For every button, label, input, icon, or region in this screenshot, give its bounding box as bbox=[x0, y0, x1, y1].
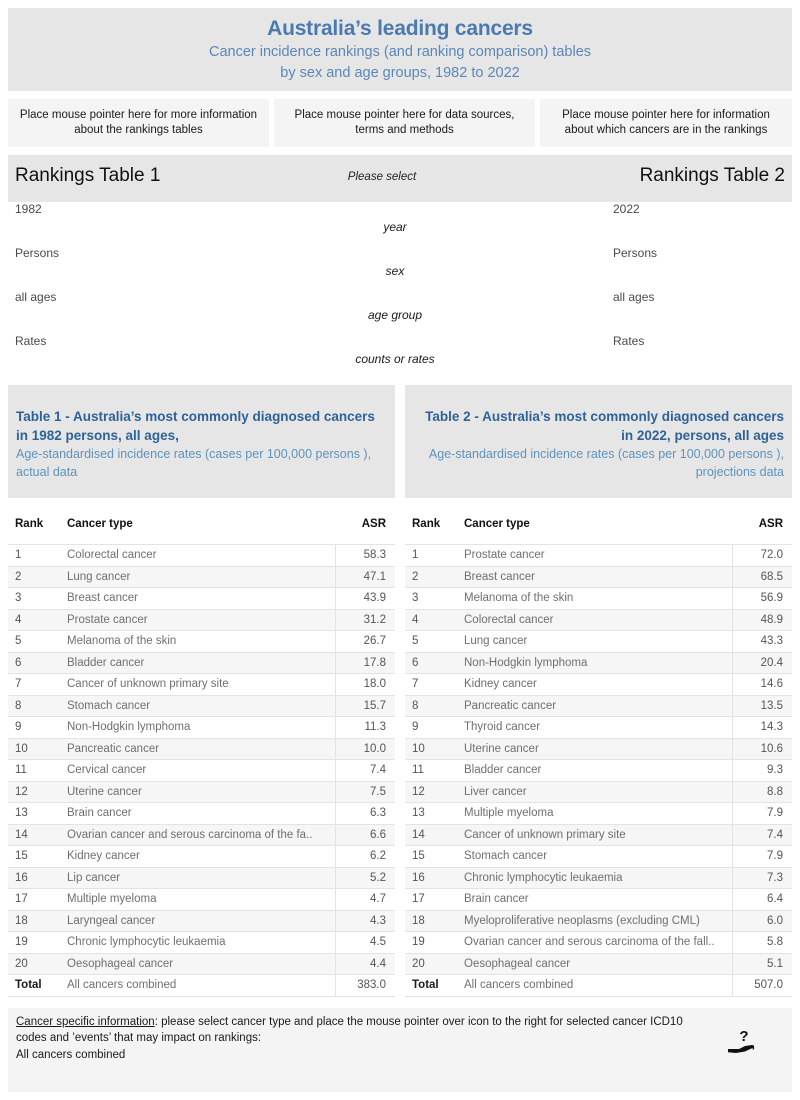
table1-header-row bbox=[8, 512, 395, 545]
row-asr: 15.7 bbox=[335, 695, 395, 717]
row-asr: 68.5 bbox=[732, 566, 792, 588]
table-row[interactable] bbox=[8, 953, 395, 975]
table2-body bbox=[405, 545, 792, 997]
row-rank: 12 bbox=[8, 781, 56, 803]
row-asr: 31.2 bbox=[335, 609, 395, 631]
row-cancer-type[interactable]: Chronic lymphocytic leukaemia bbox=[453, 867, 732, 889]
row-cancer-type[interactable]: Pancreatic cancer bbox=[453, 695, 732, 717]
row-asr: 6.3 bbox=[335, 803, 395, 825]
table-row[interactable] bbox=[8, 738, 395, 760]
row-cancer-type[interactable]: Thyroid cancer bbox=[453, 717, 732, 739]
row-rank: 16 bbox=[405, 867, 453, 889]
row-rank: 7 bbox=[405, 674, 453, 696]
row-rank: 3 bbox=[8, 588, 56, 610]
row-asr: 6.4 bbox=[732, 889, 792, 911]
selector-sex-value-table1[interactable]: Persons bbox=[15, 246, 60, 260]
row-cancer-type[interactable]: Melanoma of the skin bbox=[453, 588, 732, 610]
row-asr: 20.4 bbox=[732, 652, 792, 674]
row-asr: 5.2 bbox=[335, 867, 395, 889]
table2-col-rank[interactable]: Rank bbox=[405, 512, 453, 545]
rankings-table-1-label: Rankings Table 1 bbox=[15, 165, 161, 186]
row-asr: 18.0 bbox=[335, 674, 395, 696]
row-rank: 6 bbox=[8, 652, 56, 674]
table1 bbox=[8, 512, 395, 997]
selector-year-value-table2[interactable]: 2022 bbox=[613, 202, 640, 216]
row-rank: 20 bbox=[405, 953, 453, 975]
row-rank: 7 bbox=[8, 674, 56, 696]
table-row[interactable] bbox=[405, 717, 792, 739]
please-select-label: Please select bbox=[347, 171, 417, 183]
row-cancer-type[interactable]: Stomach cancer bbox=[453, 846, 732, 868]
row-rank: 17 bbox=[405, 889, 453, 911]
footer-panel bbox=[8, 1008, 792, 1092]
row-cancer-type[interactable]: Cancer of unknown primary site bbox=[453, 824, 732, 846]
row-cancer-type[interactable]: Cervical cancer bbox=[56, 760, 335, 782]
table1-body bbox=[8, 545, 395, 997]
row-asr: 14.6 bbox=[732, 674, 792, 696]
row-asr: 4.3 bbox=[335, 910, 395, 932]
table-row[interactable] bbox=[8, 674, 395, 696]
footer-instruction bbox=[16, 1014, 716, 1046]
table-row[interactable] bbox=[405, 781, 792, 803]
footer-instruction-rest: : please select cancer type and place the mouse pointer over icon to the right for selected cancer ICD10 codes and ’events’ that may impact on rankings: bbox=[16, 1016, 683, 1044]
footer-label-underlined: Cancer specific information bbox=[16, 1016, 155, 1028]
row-cancer-type[interactable]: Breast cancer bbox=[453, 566, 732, 588]
table-row[interactable] bbox=[8, 910, 395, 932]
row-asr: 8.8 bbox=[732, 781, 792, 803]
table-row[interactable] bbox=[8, 631, 395, 653]
row-asr: 14.3 bbox=[732, 717, 792, 739]
svg-text:?: ? bbox=[739, 1028, 749, 1045]
row-rank: 15 bbox=[405, 846, 453, 868]
row-cancer-type[interactable]: Oesophageal cancer bbox=[453, 953, 732, 975]
row-rank: 15 bbox=[8, 846, 56, 868]
table2-header-row bbox=[405, 512, 792, 545]
row-asr: 13.5 bbox=[732, 695, 792, 717]
row-cancer-type[interactable]: Laryngeal cancer bbox=[56, 910, 335, 932]
row-rank: 11 bbox=[405, 760, 453, 782]
rankings-title-bar bbox=[8, 155, 792, 202]
row-cancer-type[interactable]: Uterine cancer bbox=[56, 781, 335, 803]
row-rank: 4 bbox=[8, 609, 56, 631]
row-asr: 56.9 bbox=[732, 588, 792, 610]
table2 bbox=[405, 512, 792, 997]
row-cancer-type[interactable]: Multiple myeloma bbox=[56, 889, 335, 911]
row-rank: 9 bbox=[405, 717, 453, 739]
table-row[interactable] bbox=[405, 738, 792, 760]
table-row[interactable] bbox=[8, 760, 395, 782]
row-cancer-type[interactable]: Colorectal cancer bbox=[56, 545, 335, 567]
row-cancer-type[interactable]: Ovarian cancer and serous carcinoma of the fa.. bbox=[56, 824, 335, 846]
row-asr: 7.4 bbox=[335, 760, 395, 782]
table2-title: Table 2 - Australia’s most commonly diagnosed cancers in 2022, persons, all ages bbox=[425, 409, 784, 443]
table2-title-block bbox=[405, 385, 792, 498]
row-asr: 5.8 bbox=[732, 932, 792, 954]
selector-counts-or-rates-value-table1[interactable]: Rates bbox=[15, 334, 47, 348]
table-row[interactable] bbox=[405, 609, 792, 631]
row-asr: 10.6 bbox=[732, 738, 792, 760]
table2-subtitle: Age-standardised incidence rates (cases per 100,000 persons ), projections data bbox=[428, 447, 784, 479]
table1-col-cancer-type[interactable]: Cancer type bbox=[56, 512, 335, 545]
row-cancer-type[interactable]: Stomach cancer bbox=[56, 695, 335, 717]
selector-panel bbox=[8, 202, 792, 377]
selector-year-value-table1[interactable]: 1982 bbox=[15, 202, 42, 216]
row-rank: 19 bbox=[8, 932, 56, 954]
row-rank: 13 bbox=[405, 803, 453, 825]
row-asr: 507.0 bbox=[732, 975, 792, 997]
row-rank: 17 bbox=[8, 889, 56, 911]
table-row[interactable] bbox=[405, 566, 792, 588]
row-asr: 5.1 bbox=[732, 953, 792, 975]
row-asr: 7.5 bbox=[335, 781, 395, 803]
row-cancer-type[interactable]: Prostate cancer bbox=[56, 609, 335, 631]
selector-counts-or-rates-value-table2[interactable]: Rates bbox=[613, 334, 645, 348]
page-subtitle-line2: by sex and age groups, 1982 to 2022 bbox=[280, 64, 520, 81]
row-asr: 48.9 bbox=[732, 609, 792, 631]
row-cancer-type[interactable]: Brain cancer bbox=[56, 803, 335, 825]
row-cancer-type[interactable]: Kidney cancer bbox=[56, 846, 335, 868]
row-rank: 10 bbox=[8, 738, 56, 760]
table-row[interactable] bbox=[8, 889, 395, 911]
selector-row-counts-or-rates bbox=[8, 334, 792, 378]
table-row[interactable] bbox=[8, 975, 395, 997]
table-row[interactable] bbox=[8, 846, 395, 868]
row-rank: 10 bbox=[405, 738, 453, 760]
row-rank: 6 bbox=[405, 652, 453, 674]
row-cancer-type[interactable]: Bladder cancer bbox=[453, 760, 732, 782]
row-rank: 16 bbox=[8, 867, 56, 889]
table1-title: Table 1 - Australia’s most commonly diagnosed cancers in 1982 persons, all ages, bbox=[16, 409, 375, 443]
row-asr: 6.6 bbox=[335, 824, 395, 846]
row-asr: 4.5 bbox=[335, 932, 395, 954]
row-cancer-type[interactable]: Myeloproliferative neoplasms (excluding CML) bbox=[453, 910, 732, 932]
row-asr: 4.4 bbox=[335, 953, 395, 975]
row-asr: 9.3 bbox=[732, 760, 792, 782]
row-rank: 14 bbox=[405, 824, 453, 846]
row-asr: 26.7 bbox=[335, 631, 395, 653]
row-rank: 18 bbox=[8, 910, 56, 932]
row-rank: 3 bbox=[405, 588, 453, 610]
row-cancer-type[interactable]: Kidney cancer bbox=[453, 674, 732, 696]
row-cancer-type[interactable]: Lung cancer bbox=[56, 566, 335, 588]
table-row[interactable] bbox=[8, 781, 395, 803]
row-rank: 13 bbox=[8, 803, 56, 825]
row-cancer-type[interactable]: Multiple myeloma bbox=[453, 803, 732, 825]
table-row[interactable] bbox=[8, 588, 395, 610]
row-rank: 4 bbox=[405, 609, 453, 631]
table-row[interactable] bbox=[405, 910, 792, 932]
row-rank: 2 bbox=[8, 566, 56, 588]
info-button-data-sources[interactable]: Place mouse pointer here for data sources, terms and methods bbox=[274, 99, 535, 147]
table-row[interactable] bbox=[8, 717, 395, 739]
table-row[interactable] bbox=[8, 652, 395, 674]
row-rank: 19 bbox=[405, 932, 453, 954]
table-row[interactable] bbox=[8, 545, 395, 567]
selector-sex-field-label: sex bbox=[385, 264, 405, 278]
page-header bbox=[8, 8, 792, 91]
selector-row-sex bbox=[8, 246, 792, 290]
selector-row-year bbox=[8, 202, 792, 246]
info-button-which-cancers[interactable]: Place mouse pointer here for information about which cancers are in the rankings bbox=[540, 99, 792, 147]
page-title: Australia’s leading cancers bbox=[267, 16, 533, 40]
row-asr: 7.4 bbox=[732, 824, 792, 846]
row-cancer-type[interactable]: Oesophageal cancer bbox=[56, 953, 335, 975]
table-row[interactable] bbox=[8, 803, 395, 825]
table-row[interactable] bbox=[405, 824, 792, 846]
table1-title-block bbox=[8, 385, 395, 498]
row-cancer-type[interactable]: Melanoma of the skin bbox=[56, 631, 335, 653]
row-rank: 8 bbox=[405, 695, 453, 717]
row-asr: 47.1 bbox=[335, 566, 395, 588]
row-asr: 43.9 bbox=[335, 588, 395, 610]
row-asr: 10.0 bbox=[335, 738, 395, 760]
info-button-rankings-tables[interactable]: Place mouse pointer here for more information about the rankings tables bbox=[8, 99, 269, 147]
table-row[interactable] bbox=[405, 975, 792, 997]
row-cancer-type[interactable]: Lip cancer bbox=[56, 867, 335, 889]
table-row[interactable] bbox=[8, 824, 395, 846]
row-rank: 1 bbox=[8, 545, 56, 567]
row-asr: 7.9 bbox=[732, 846, 792, 868]
table-row[interactable] bbox=[405, 588, 792, 610]
hand-question-icon[interactable] bbox=[725, 1026, 759, 1060]
row-cancer-type[interactable]: Colorectal cancer bbox=[453, 609, 732, 631]
table-row[interactable] bbox=[405, 652, 792, 674]
row-asr: 4.7 bbox=[335, 889, 395, 911]
table-row[interactable] bbox=[405, 932, 792, 954]
row-cancer-type[interactable]: All cancers combined bbox=[56, 975, 335, 997]
row-cancer-type[interactable]: Non-Hodgkin lymphoma bbox=[453, 652, 732, 674]
table-row[interactable] bbox=[8, 695, 395, 717]
info-button-row bbox=[8, 99, 792, 147]
table2-col-asr[interactable]: ASR bbox=[732, 512, 792, 545]
row-rank: 20 bbox=[8, 953, 56, 975]
row-cancer-type[interactable]: Cancer of unknown primary site bbox=[56, 674, 335, 696]
table-row[interactable] bbox=[405, 695, 792, 717]
table-row[interactable] bbox=[405, 760, 792, 782]
row-cancer-type[interactable]: Ovarian cancer and serous carcinoma of the fall.. bbox=[453, 932, 732, 954]
table-row[interactable] bbox=[405, 545, 792, 567]
row-asr: 11.3 bbox=[335, 717, 395, 739]
row-cancer-type[interactable]: Lung cancer bbox=[453, 631, 732, 653]
selector-age-group-field-label: age group bbox=[367, 308, 423, 322]
table2-col-cancer-type[interactable]: Cancer type bbox=[453, 512, 732, 545]
row-cancer-type[interactable]: Breast cancer bbox=[56, 588, 335, 610]
row-cancer-type[interactable]: Liver cancer bbox=[453, 781, 732, 803]
row-rank: 9 bbox=[8, 717, 56, 739]
table1-col-rank[interactable]: Rank bbox=[8, 512, 56, 545]
table-row[interactable] bbox=[405, 953, 792, 975]
row-rank: 12 bbox=[405, 781, 453, 803]
row-rank: 2 bbox=[405, 566, 453, 588]
row-cancer-type[interactable]: Non-Hodgkin lymphoma bbox=[56, 717, 335, 739]
row-cancer-type[interactable]: Brain cancer bbox=[453, 889, 732, 911]
row-cancer-type[interactable]: Prostate cancer bbox=[453, 545, 732, 567]
row-asr: 17.8 bbox=[335, 652, 395, 674]
table1-subtitle: Age-standardised incidence rates (cases per 100,000 persons ), actual data bbox=[16, 447, 372, 479]
footer-selected-cancer[interactable]: All cancers combined bbox=[16, 1049, 126, 1061]
row-asr: 383.0 bbox=[335, 975, 395, 997]
selector-age-group-value-table2[interactable]: all ages bbox=[613, 290, 655, 304]
ranking-tables bbox=[8, 512, 792, 997]
page-subtitle-line1: Cancer incidence rankings (and ranking comparison) tables bbox=[208, 43, 592, 60]
table-title-blocks bbox=[8, 385, 792, 498]
selector-sex-value-table2[interactable]: Persons bbox=[613, 246, 658, 260]
row-rank: 5 bbox=[8, 631, 56, 653]
table-row[interactable] bbox=[405, 889, 792, 911]
selector-age-group-value-table1[interactable]: all ages bbox=[15, 290, 57, 304]
table-row[interactable] bbox=[405, 803, 792, 825]
selector-row-age-group bbox=[8, 290, 792, 334]
row-cancer-type[interactable]: Uterine cancer bbox=[453, 738, 732, 760]
row-asr: 6.0 bbox=[732, 910, 792, 932]
table-row[interactable] bbox=[405, 674, 792, 696]
row-rank: 8 bbox=[8, 695, 56, 717]
row-cancer-type[interactable]: All cancers combined bbox=[453, 975, 732, 997]
rankings-table-2-label: Rankings Table 2 bbox=[639, 165, 785, 186]
selector-year-field-label: year bbox=[383, 220, 407, 234]
row-rank: 1 bbox=[405, 545, 453, 567]
row-asr: 43.3 bbox=[732, 631, 792, 653]
row-cancer-type[interactable]: Bladder cancer bbox=[56, 652, 335, 674]
row-asr: 7.3 bbox=[732, 867, 792, 889]
row-rank: 14 bbox=[8, 824, 56, 846]
table-row[interactable] bbox=[8, 609, 395, 631]
row-rank: Total bbox=[405, 975, 453, 997]
table-row[interactable] bbox=[8, 566, 395, 588]
table1-col-asr[interactable]: ASR bbox=[335, 512, 395, 545]
row-asr: 6.2 bbox=[335, 846, 395, 868]
row-cancer-type[interactable]: Chronic lymphocytic leukaemia bbox=[56, 932, 335, 954]
row-asr: 72.0 bbox=[732, 545, 792, 567]
table-row[interactable] bbox=[405, 631, 792, 653]
row-asr: 58.3 bbox=[335, 545, 395, 567]
row-asr: 7.9 bbox=[732, 803, 792, 825]
row-rank: 18 bbox=[405, 910, 453, 932]
selector-counts-or-rates-field-label: counts or rates bbox=[355, 352, 435, 366]
table-row[interactable] bbox=[405, 867, 792, 889]
row-rank: 5 bbox=[405, 631, 453, 653]
table-row[interactable] bbox=[405, 846, 792, 868]
table-row[interactable] bbox=[8, 932, 395, 954]
row-cancer-type[interactable]: Pancreatic cancer bbox=[56, 738, 335, 760]
row-rank: Total bbox=[8, 975, 56, 997]
row-rank: 11 bbox=[8, 760, 56, 782]
table-row[interactable] bbox=[8, 867, 395, 889]
